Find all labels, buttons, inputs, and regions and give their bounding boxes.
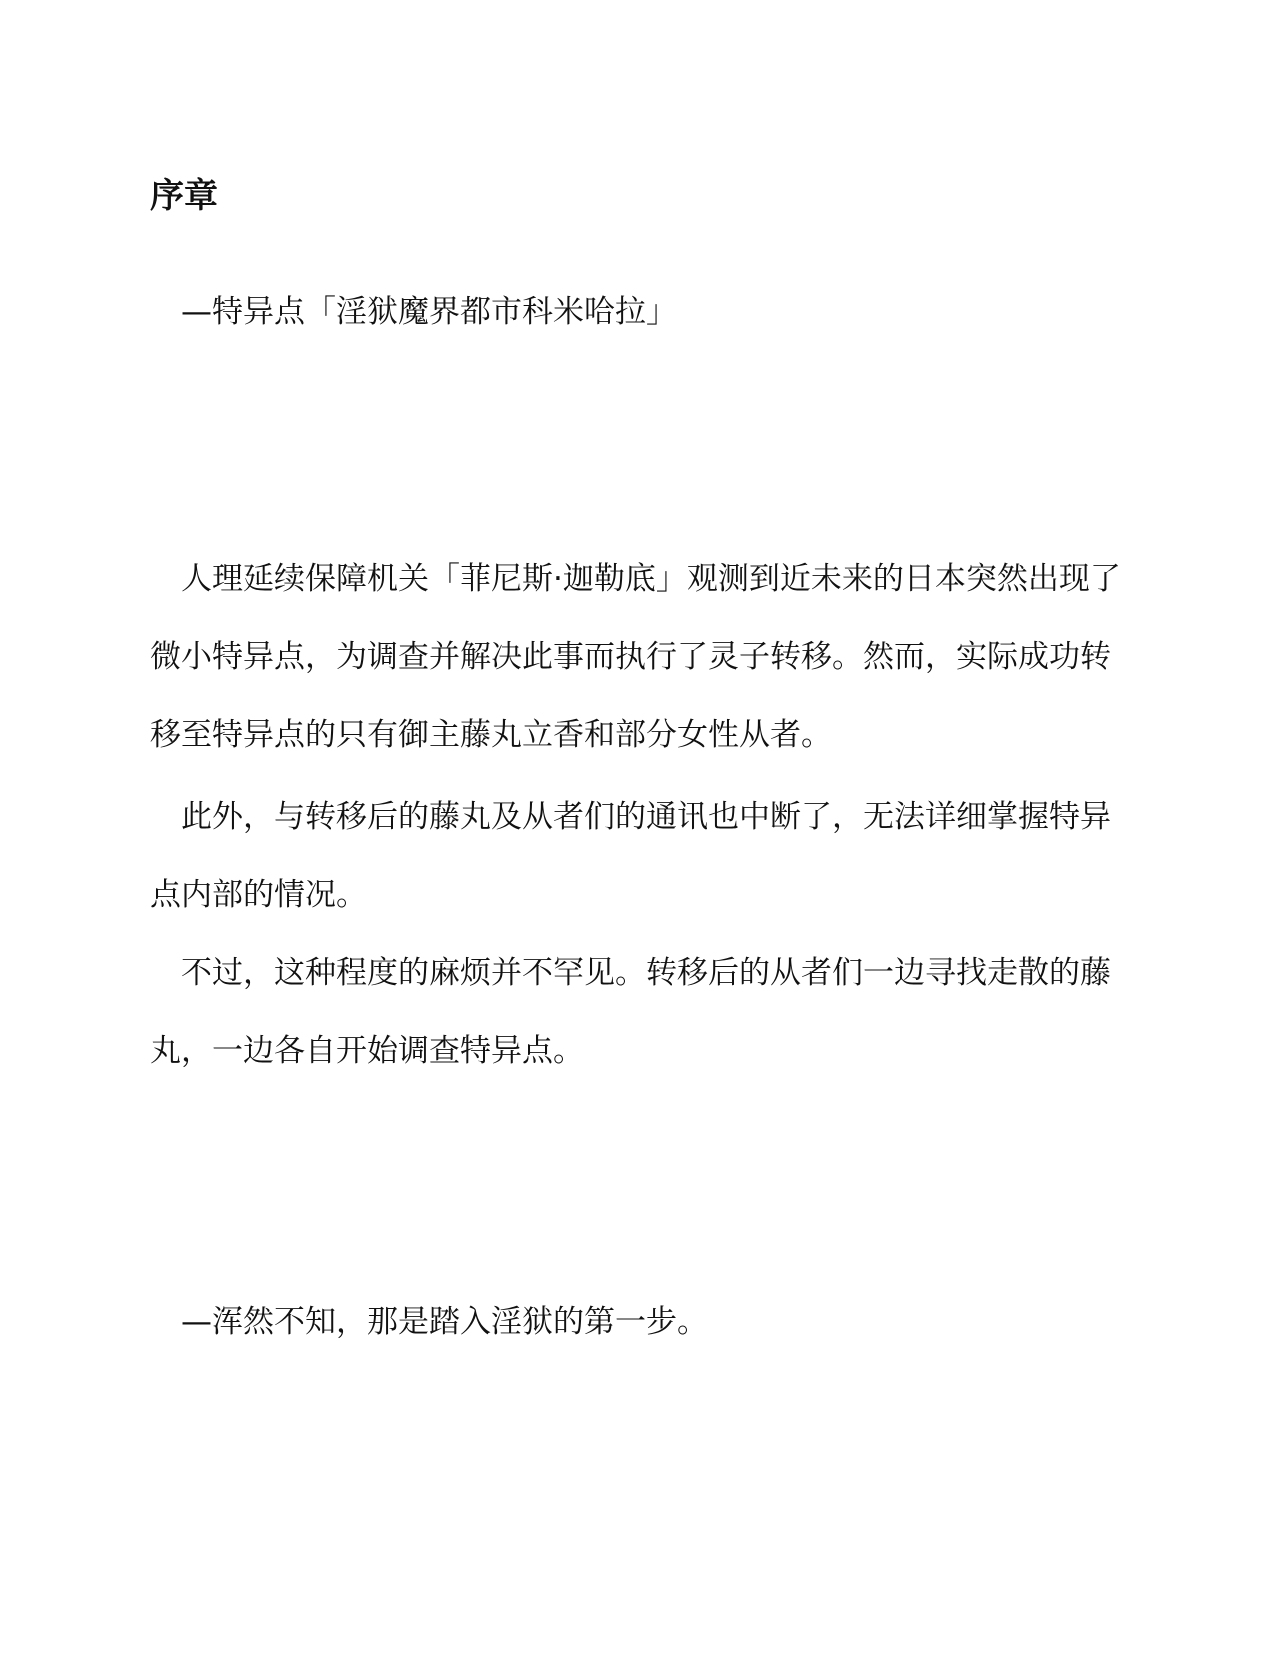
chapter-subtitle: —特异点「淫狱魔界都市科米哈拉」 bbox=[150, 294, 677, 330]
chapter-title: 序章 bbox=[150, 176, 218, 216]
body-paragraph: 不过，这种程度的麻烦并不罕见。转移后的从者们一边寻找走散的藤丸，一边各自开始调查特异点。 bbox=[150, 955, 1111, 1069]
closing-line: —浑然不知，那是踏入淫狱的第一步。 bbox=[150, 1304, 708, 1340]
body-paragraph: 人理延续保障机关「菲尼斯·迦勒底」观测到近未来的日本突然出现了微小特异点，为调查并解决此事而执行了灵子转移。然而，实际成功转移至特异点的只有御主藤丸立香和部分女性从者。 bbox=[150, 561, 1121, 753]
body-paragraph: 此外，与转移后的藤丸及从者们的通讯也中断了，无法详细掌握特异点内部的情况。 bbox=[150, 799, 1111, 913]
